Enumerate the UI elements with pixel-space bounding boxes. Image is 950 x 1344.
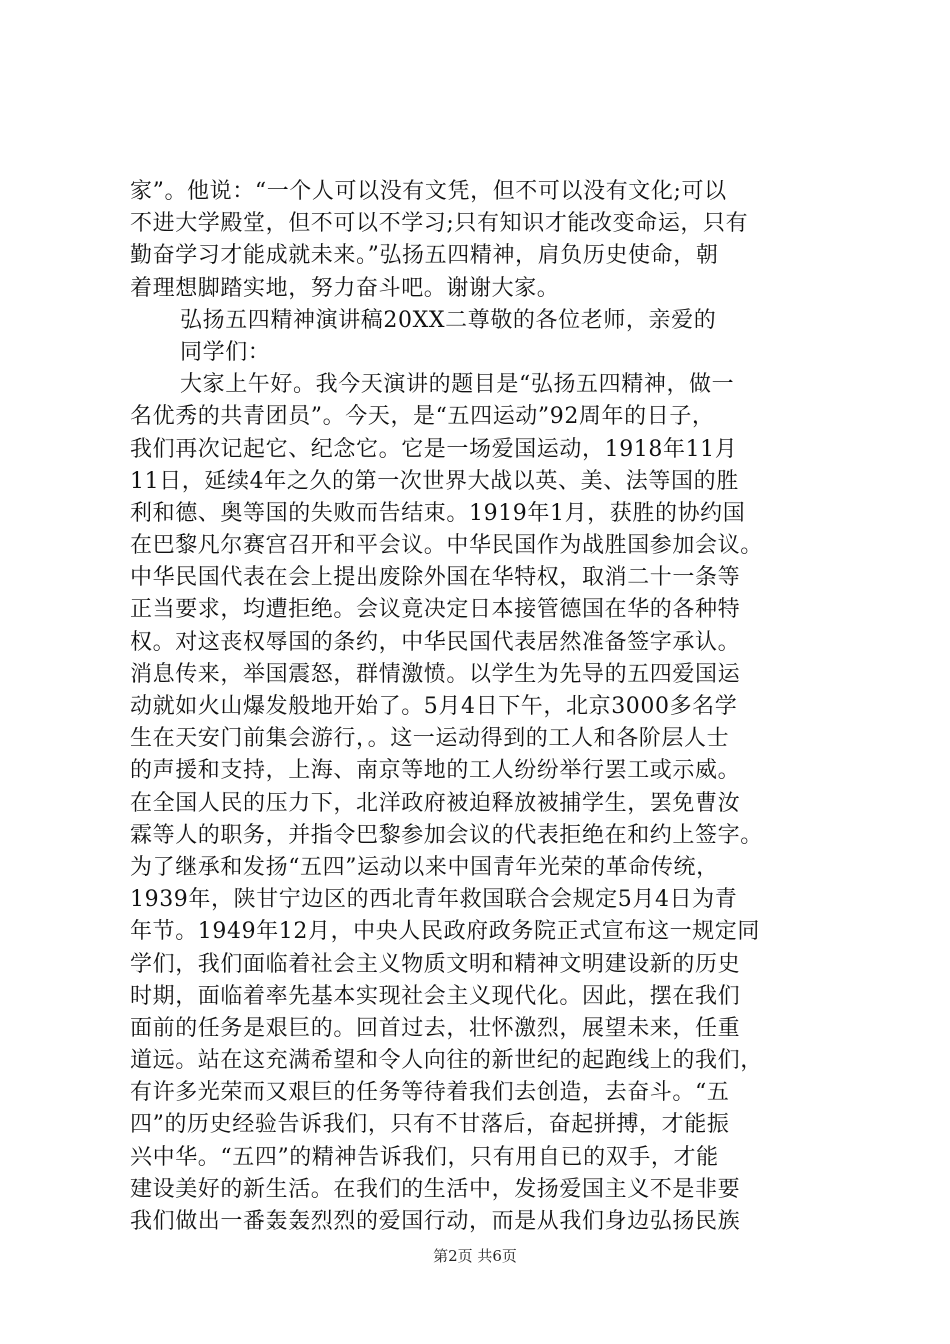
text-line: 面前的任务是艰巨的。回首过去，壮怀激烈，展望未来，任重 bbox=[130, 1015, 741, 1041]
text-line: 在巴黎凡尔赛宫召开和平会议。中华民国作为战胜国参加会议。 bbox=[130, 533, 763, 559]
text-line: 兴中华。“五四”的精神告诉我们，只有用自已的双手，才能 bbox=[130, 1144, 719, 1170]
text-line: 权。对这丧权辱国的条约，中华民国代表居然准备签字承认。 bbox=[130, 629, 741, 655]
text-line: 11日，延续4年之久的第一次世界大战以英、美、法等国的胜 bbox=[130, 468, 739, 494]
text-line: 四”的历史经验告诉我们，只有不甘落后，奋起拼搏，才能振 bbox=[130, 1112, 730, 1138]
text-line: 的声援和支持，上海、南京等地的工人纷纷举行罢工或示威。 bbox=[130, 758, 741, 784]
text-line: 不进大学殿堂，但不可以不学习;只有知识才能改变命运，只有 bbox=[130, 211, 749, 237]
text-line: 在全国人民的压力下，北洋政府被迫释放被捕学生，罢免曹汝 bbox=[130, 790, 741, 816]
text-line: 正当要求，均遭拒绝。会议竟决定日本接管德国在华的各种特 bbox=[130, 597, 741, 623]
text-line: 建设美好的新生活。在我们的生活中，发扬爱国主义不是非要 bbox=[130, 1176, 741, 1202]
text-line: 时期，面临着率先基本实现社会主义现代化。因此，摆在我们 bbox=[130, 983, 741, 1009]
text-line: 学们，我们面临着社会主义物质文明和精神文明建设新的历史 bbox=[130, 951, 741, 977]
section-title-line: 弘扬五四精神演讲稿20XX二尊敬的各位老师，亲爱的 bbox=[180, 307, 717, 333]
text-line: 动就如火山爆发般地开始了。5月4日下午，北京3000多名学 bbox=[130, 694, 738, 719]
text-line: 家”。他说：“一个人可以没有文凭，但不可以没有文化;可以 bbox=[130, 179, 727, 204]
text-line: 名优秀的共青团员”。今天，是“五四运动”92周年的日子， bbox=[130, 404, 715, 430]
text-line: 有许多光荣而又艰巨的任务等待着我们去创造，去奋斗。“五 bbox=[130, 1080, 730, 1106]
text-line: 我们做出一番轰轰烈烈的爱国行动，而是从我们身边弘扬民族 bbox=[130, 1209, 741, 1234]
text-line: 着理想脚踏实地，努力奋斗吧。谢谢大家。 bbox=[130, 275, 560, 301]
text-line: 消息传来，举国震怒，群情激愤。以学生为先导的五四爱国运 bbox=[130, 661, 741, 687]
text-line: 生在天安门前集会游行，。这一运动得到的工人和各阶层人士 bbox=[130, 726, 730, 752]
text-line: 大家上午好。我今天演讲的题目是“弘扬五四精神，做一 bbox=[180, 372, 735, 398]
salutation-line: 同学们： bbox=[180, 339, 271, 365]
text-line: 年节。1949年12月，中央人民政府政务院正式宣布这一规定同 bbox=[130, 919, 760, 945]
text-line: 道远。站在这充满希望和令人向往的新世纪的起跑线上的我们， bbox=[130, 1048, 763, 1074]
text-line: 我们再次记起它、纪念它。它是一场爱国运动，1918年11月 bbox=[130, 436, 738, 462]
text-line: 利和德、奥等国的失败而告结束。1919年1月，获胜的协约国 bbox=[130, 500, 746, 526]
text-line: 1939年，陕甘宁边区的西北青年救国联合会规定5月4日为青 bbox=[130, 887, 738, 913]
text-line: 中华民国代表在会上提出废除外国在华特权，取消二十一条等 bbox=[130, 565, 741, 591]
text-line: 勤奋学习才能成就未来。”弘扬五四精神，肩负历史使命，朝 bbox=[130, 243, 719, 269]
body-text bbox=[130, 176, 830, 1238]
text-line: 霖等人的职务，并指令巴黎参加会议的代表拒绝在和约上签字。 bbox=[130, 822, 763, 848]
text-line: 为了继承和发扬“五四”运动以来中国青年光荣的革命传统， bbox=[130, 854, 719, 880]
page-footer: 第2页 共6页 bbox=[433, 1247, 517, 1265]
